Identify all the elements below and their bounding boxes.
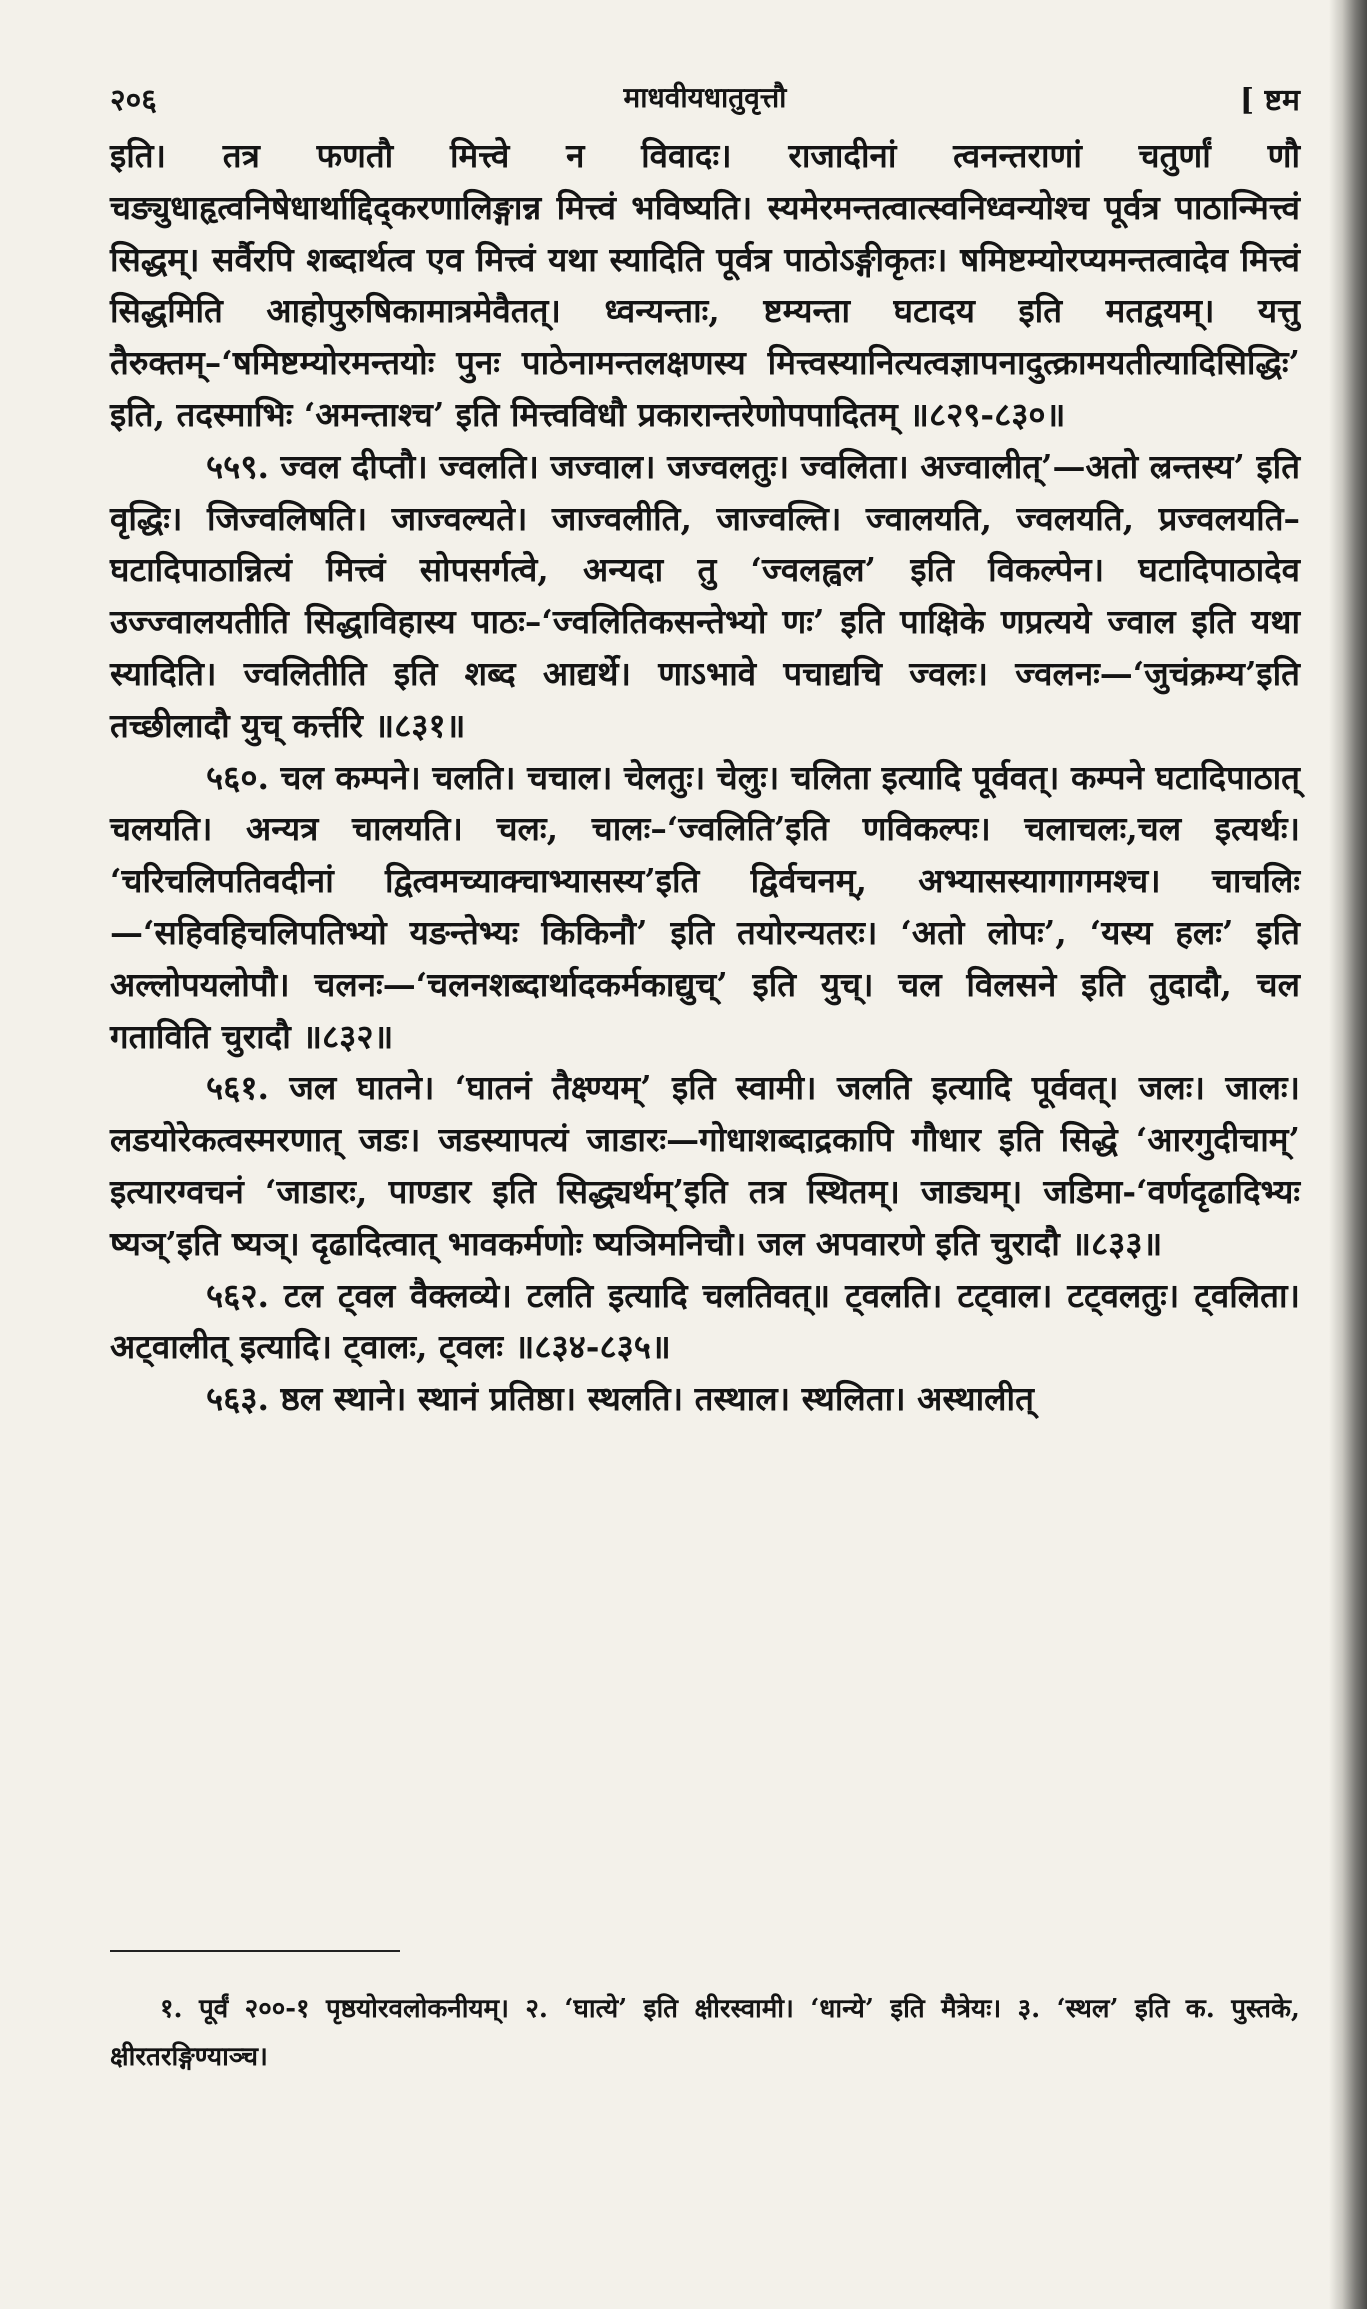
paragraph: ५६०. चल कम्पने। चलति। चचाल। चेलतुः। चेलुः। चलिता इत्यादि पूर्ववत्। कम्पने घटादिपाठात् चलयति। अन्यत्र चालयति। चलः, चालः–‘ज्वलिति’इति णविकल्पः। चलाचलः,चल इत्यर्थः। ‘चरिचलिपतिवदीनां द्वित्वमच्याक्चाभ्यासस्य’इति द्विर्वचनम्, अभ्यासस्यागागमश्च। चाचलिः—‘सहिवहिचलिपतिभ्यो यङन्तेभ्यः किकिनौ’ इति तयोरन्यतरः। ‘अतो लोपः’, ‘यस्य हलः’ इति अल्लोपयलोपौ। चलनः—‘चलनशब्दार्थादकर्मकाद्युच्’ इति युच्। चल विलसने इति तुदादौ, चल गताविति चुरादौ ॥८३२॥ (110, 757, 1300, 1056)
section-mark: [ ष्टम (1239, 83, 1300, 118)
footnote-divider (110, 1950, 400, 1952)
paragraph: इति। तत्र फणतौ मित्त्वे न विवादः। राजादीनां त्वनन्तराणां चतुर्णां णौ चङ्युधाहृत्वनिषेधार्थाद्दिद्करणालिङ्गान्न मित्त्वं भविष्यति। स्यमेरमन्तत्वात्स्वनिध्वन्योश्च पूर्वत्र पाठान्मित्त्वं सिद्धम्। सर्वैरपि शब्दार्थत्व एव मित्त्वं यथा स्यादिति पूर्वत्र पाठोऽङ्गीकृतः। षमिष्टम्योरप्यमन्तत्वादेव मित्त्वं सिद्धमिति आहोपुरुषिकामात्रमेवैतत्। ध्वन्यन्ताः, ष्टम्यन्ता घटादय इति मतद्वयम्। यत्तु तैरुक्तम्–‘षमिष्टम्योरमन्तयोः पुनः पाठेनामन्तलक्षणस्य मित्त्वस्यानित्यत्वज्ञापनादुत्क्रामयतीत्यादिसिद्धिः’ इति, तदस्माभिः ‘अमन्ताश्च’ इति मित्त्वविधौ प्रकारान्तरेणोपपादितम् ॥८२९-८३०॥ (110, 136, 1300, 434)
page-edge-shadow (1329, 0, 1367, 2309)
paragraph: ५६१. जल घातने। ‘घातनं तैक्ष्ण्यम्’ इति स्वामी। जलति इत्यादि पूर्ववत्। जलः। जालः। लडयोरेकत्वस्मरणात् जडः। जडस्यापत्यं जाडारः—गोधाशब्दाद्रकापि गौधार इति सिद्धे ‘आरगुदीचाम्’ इत्यारग्वचनं ‘जाडारः, पाण्डार इति सिद्ध्यर्थम्’इति तत्र स्थितम्। जाड्यम्। जडिमा-‘वर्णदृढादिभ्यः ष्यञ्’इति ष्यञ्। दृढादित्वात् भावकर्मणोः ष्यञिमनिचौ। जल अपवारणे इति चुरादौ ॥८३३॥ (110, 1068, 1300, 1263)
paragraph: ५६३. ष्ठल स्थाने। स्थानं प्रतिष्ठा। स्थलति। तस्थाल। स्थलिता। अस्थालीत् (206, 1379, 1034, 1419)
page-number: २०६ (110, 83, 157, 118)
running-title: माधवीयधातुवृत्तौ (623, 81, 787, 114)
page-header (110, 70, 1300, 130)
body-text (110, 130, 1300, 1425)
paragraph: ५५९. ज्वल दीप्तौ। ज्वलति। जज्वाल। जज्वलतुः। ज्वलिता। अज्वालीत्’—अतो ल्रन्तस्य’ इति वृद्धिः। जिज्वलिषति। जाज्वल्यते। जाज्वलीति, जाज्वल्ति। ज्वालयति, ज्वलयति, प्रज्वलयति–घटादिपाठान्नित्यं मित्त्वं सोपसर्गत्वे, अन्यदा तु ‘ज्वलह्वल’ इति विकल्पेन। घटादिपाठादेव उज्ज्वालयतीति सिद्धाविहास्य पाठः–‘ज्वलितिकसन्तेभ्यो णः’ इति पाक्षिके णप्रत्यये ज्वाल इति यथा स्यादिति। ज्वलितीति इति शब्द आद्यर्थे। णाऽभावे पचाद्यचि ज्वलः। ज्वलनः—‘जुचंक्रम्य’इति तच्छीलादौ युच् कर्त्तरि ॥८३१॥ (110, 446, 1300, 745)
page (110, 70, 1300, 2072)
footnotes (110, 1985, 1300, 2081)
footnote: १. पूर्वं २००-१ पृष्ठयोरवलोकनीयम्। २. ‘घात्ये’ इति क्षीरस्वामी। ‘धान्ये’ इति मैत्रेयः। ३. ‘स्थल’ इति क. पुस्तके, क्षीरतरङ्गिण्याञ्च। (110, 1994, 1300, 2072)
paragraph: ५६२. टल ट्वल वैक्लव्ये। टलति इत्यादि चलतिवत्॥ ट्वलति। टट्वाल। टट्वलतुः। ट्वलिता। अट्वालीत् इत्यादि। ट्वालः, ट्वलः ॥८३४-८३५॥ (110, 1275, 1300, 1367)
